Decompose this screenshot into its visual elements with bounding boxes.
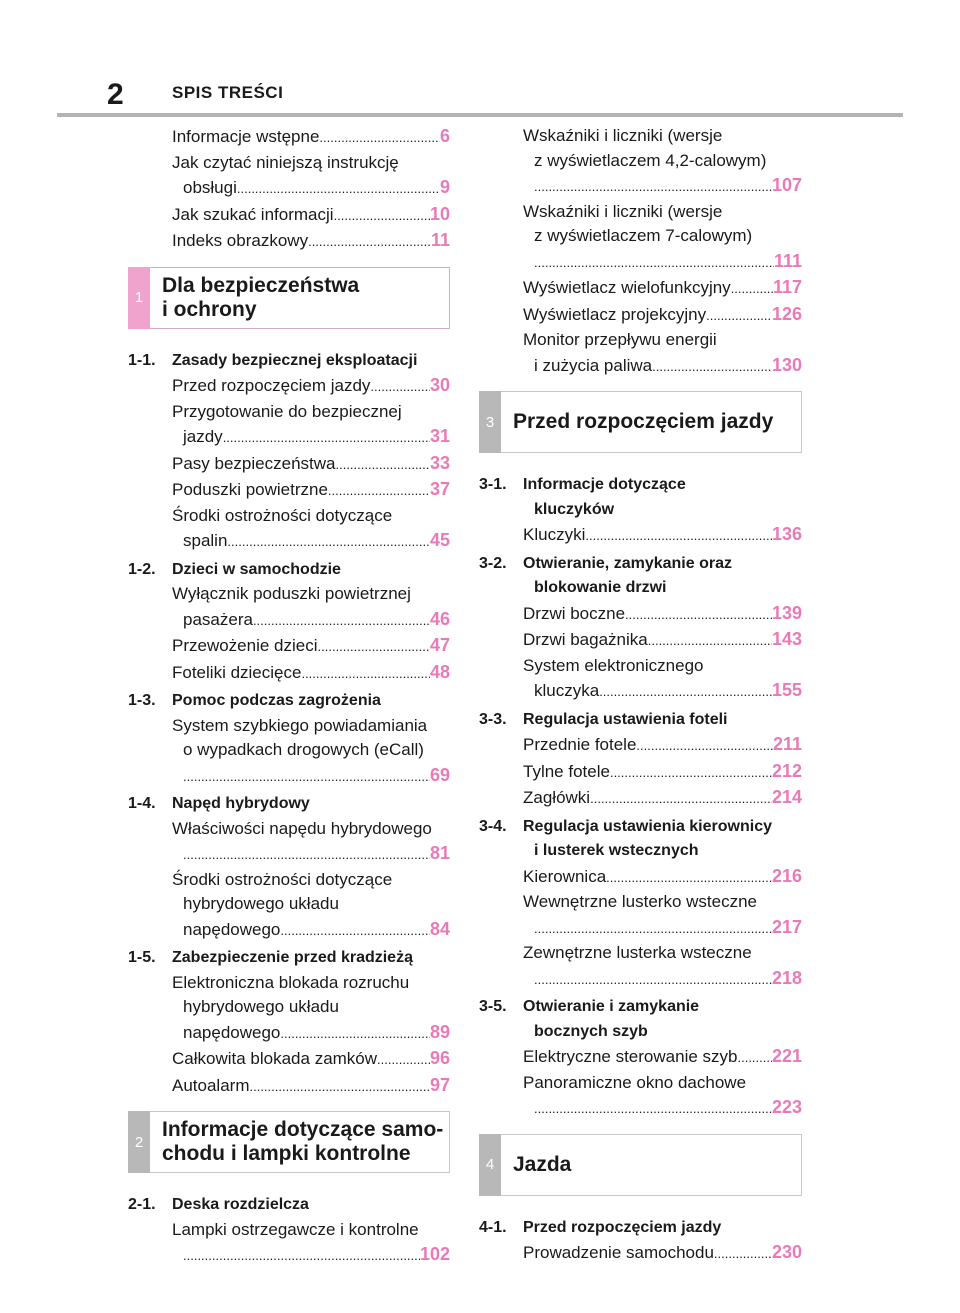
- toc-entry-text: Elektroniczna blokada rozruchu: [172, 972, 410, 992]
- chapter-title-line: Dla bezpieczeństwa: [162, 273, 360, 297]
- toc-entry-row: [523, 785, 802, 812]
- page-ref[interactable]: 81: [429, 843, 450, 863]
- page-ref[interactable]: 96: [429, 1048, 450, 1068]
- dot-leader: [534, 251, 774, 276]
- page-ref[interactable]: 48: [429, 661, 450, 682]
- toc-entry[interactable]: [479, 1071, 802, 1122]
- toc-entry-text: Przednie fotele: [523, 735, 637, 754]
- toc-entry-row: [523, 1240, 802, 1267]
- chapter-title[interactable]: [513, 392, 797, 452]
- toc-entry[interactable]: [128, 714, 450, 790]
- dot-leader: [610, 761, 772, 786]
- toc-entry[interactable]: [128, 451, 450, 478]
- toc-entry[interactable]: [128, 151, 450, 202]
- toc-entry-row: [172, 841, 450, 868]
- page-number: 2: [107, 78, 124, 111]
- dot-leader: [714, 1242, 772, 1267]
- toc-entry-row: [523, 302, 802, 329]
- dot-leader: [328, 479, 430, 504]
- toc-entry-row: [523, 275, 802, 302]
- toc-entry-text: kluczyka: [534, 681, 600, 700]
- toc-entry-text: o wypadkach drogowych (eCall): [183, 740, 424, 759]
- toc-entry[interactable]: [479, 522, 802, 549]
- toc-entry-row: [523, 522, 802, 549]
- toc-entry-row: [172, 1046, 450, 1073]
- dot-leader: [534, 1097, 772, 1122]
- toc-entry-row: [523, 353, 802, 380]
- toc-entry-text: Tylne fotele: [523, 761, 610, 781]
- dot-leader: [731, 277, 773, 302]
- page-ref[interactable]: 155: [771, 680, 802, 700]
- chapter-box-3: [479, 391, 802, 453]
- page-ref[interactable]: 126: [771, 303, 802, 324]
- toc-entry-text: Przed rozpoczęciem jazdy: [172, 376, 371, 395]
- toc-entry-row: [172, 451, 450, 478]
- subsection-title-line: Regulacja ustawienia kierownicy: [523, 817, 772, 835]
- subsection-title: [523, 552, 732, 601]
- toc-entry[interactable]: [479, 654, 802, 705]
- subsection-heading: [479, 473, 802, 522]
- toc-entry-row: [523, 759, 802, 786]
- subsection-title: [523, 708, 728, 733]
- toc-entry[interactable]: [479, 275, 802, 302]
- chapter-tab: 1: [128, 267, 150, 329]
- toc-entry-text: Foteliki dziecięce: [172, 662, 302, 682]
- toc-entry[interactable]: [128, 582, 450, 633]
- toc-entry-text: Wyświetlacz projekcyjny: [523, 304, 707, 324]
- toc-entry-row: [172, 202, 450, 229]
- page-ref[interactable]: 216: [771, 865, 802, 886]
- toc-entry-row: [523, 1044, 802, 1071]
- toc-entry[interactable]: [128, 373, 450, 400]
- dot-leader: [335, 453, 429, 478]
- toc-entry-text: Całkowita blokada zamków: [172, 1049, 378, 1068]
- page-ref[interactable]: 223: [771, 1097, 802, 1117]
- toc-entry-row: [172, 124, 450, 151]
- subsection-heading: [128, 946, 450, 971]
- chapter-title-text: [513, 410, 773, 434]
- subsection-title-line: Otwieranie i zamykanie: [523, 998, 700, 1015]
- toc-entry-text: Środki ostrożności dotyczące: [172, 505, 393, 525]
- toc-entry[interactable]: [128, 660, 450, 687]
- toc-entry[interactable]: [128, 477, 450, 504]
- chapter-title-line: Jazda: [513, 1152, 572, 1176]
- subsection-title-line: Otwieranie, zamykanie oraz: [523, 554, 732, 572]
- chapter-title-line: i ochrony: [162, 297, 257, 321]
- toc-entry-row: [523, 915, 802, 942]
- chapter-title-text: [513, 1153, 571, 1177]
- toc-left-column: [128, 124, 450, 1269]
- page-ref[interactable]: 9: [439, 177, 450, 197]
- dot-leader: [280, 919, 430, 944]
- chapter-title[interactable]: [162, 268, 445, 328]
- chapter-title-line: chodu i lampki kontrolne: [162, 1142, 411, 1165]
- toc-entry-text: Przewożenie dzieci: [172, 636, 318, 655]
- page-ref[interactable]: 69: [429, 764, 450, 785]
- toc-entry[interactable]: [128, 202, 450, 229]
- dot-leader: [590, 787, 772, 812]
- page-ref[interactable]: 211: [772, 734, 802, 754]
- toc-entry-text: Kierownica: [523, 866, 607, 886]
- subsection-title: [172, 558, 341, 583]
- toc-entry-text: Autoalarm: [172, 1075, 250, 1095]
- toc-entry-text: Lampki ostrzegawcze i kontrolne: [172, 1219, 419, 1239]
- chapter-tab: 2: [128, 1111, 150, 1173]
- subsection-title-line: blokowanie drzwi: [534, 579, 667, 596]
- toc-entry[interactable]: [128, 868, 450, 944]
- dot-leader: [377, 1048, 430, 1073]
- dot-leader: [706, 304, 772, 329]
- toc-entry-text: Panoramiczne okno dachowe: [523, 1072, 747, 1092]
- subsection-title-line: Zabezpieczenie przed kradzieżą: [172, 949, 413, 966]
- toc-entry-text: Monitor przepływu energii: [523, 330, 717, 349]
- subsection-heading: [128, 1193, 450, 1218]
- dot-leader: [737, 1046, 771, 1071]
- page-ref[interactable]: 33: [429, 452, 450, 473]
- toc-entry[interactable]: [128, 971, 450, 1047]
- toc-entry-text: Kluczyki: [523, 525, 586, 544]
- subsection-title-line: Dzieci w samochodzie: [172, 560, 341, 578]
- page-ref[interactable]: 45: [429, 530, 450, 550]
- subsection-number: 1-1.: [128, 351, 156, 369]
- dot-leader: [280, 1022, 430, 1047]
- toc-entry-text: z wyświetlaczem 4,2-calowym): [534, 150, 767, 170]
- page-ref[interactable]: 111: [773, 250, 802, 271]
- dot-leader: [237, 177, 440, 202]
- toc-entry-text: Wewnętrzne lusterko wsteczne: [523, 892, 758, 911]
- subsection-number: 2-1.: [128, 1196, 156, 1213]
- subsection-number: 3-5.: [479, 998, 507, 1015]
- subsection-title-line: kluczyków: [534, 500, 615, 518]
- page-ref[interactable]: 37: [429, 479, 450, 499]
- subsection-heading: [479, 995, 802, 1044]
- page-ref[interactable]: 11: [430, 230, 450, 250]
- chapter-box-1: [128, 267, 450, 329]
- toc-entry-text: Wyłącznik poduszki powietrznej: [172, 584, 411, 603]
- toc-entry[interactable]: [128, 1073, 450, 1100]
- subsection-number: 3-2.: [479, 554, 507, 572]
- dot-leader: [534, 917, 772, 942]
- toc-entry-row: [172, 1073, 450, 1100]
- toc-entry[interactable]: [479, 200, 802, 276]
- toc-entry-text: napędowego: [183, 919, 281, 939]
- toc-entry[interactable]: [479, 890, 802, 941]
- toc-entry-text: Wskaźniki i liczniki (wersje: [523, 126, 723, 145]
- subsection-heading: [128, 689, 450, 714]
- dot-leader: [606, 866, 772, 891]
- toc-entry-row: [172, 607, 450, 634]
- toc-entry[interactable]: [128, 400, 450, 451]
- toc-entry-row: [172, 1242, 450, 1269]
- page-ref[interactable]: 102: [419, 1244, 450, 1264]
- dot-leader: [599, 680, 772, 705]
- subsection-title: [523, 815, 772, 864]
- subsection-title: [172, 689, 381, 714]
- subsection-number: 1-5.: [128, 949, 156, 966]
- toc-entry-text: z wyświetlaczem 7-calowym): [534, 226, 753, 245]
- page-ref[interactable]: 6: [439, 126, 450, 146]
- toc-entry-text: Wyświetlacz wielofunkcyjny: [523, 278, 731, 297]
- dot-leader: [652, 355, 772, 380]
- toc-entry[interactable]: [128, 1046, 450, 1073]
- page-ref[interactable]: 221: [771, 1046, 802, 1066]
- subsection-heading: [128, 558, 450, 583]
- dot-leader: [223, 426, 430, 451]
- dot-leader: [585, 524, 772, 549]
- page-ref[interactable]: 218: [771, 967, 802, 988]
- toc-entry[interactable]: [128, 817, 450, 868]
- subsection-number: 3-3.: [479, 710, 507, 728]
- toc-entry-text: napędowego: [183, 1022, 281, 1042]
- toc-entry[interactable]: [479, 124, 802, 200]
- subsection-number: 4-1.: [479, 1218, 507, 1236]
- dot-leader: [183, 843, 430, 868]
- chapter-title-line: Informacje dotyczące samo-: [162, 1118, 444, 1141]
- dot-leader: [249, 1075, 429, 1100]
- subsection-title-line: Pomoc podczas zagrożenia: [172, 692, 381, 709]
- dot-leader: [318, 635, 430, 660]
- toc-entry-text: Drzwi bagażnika: [523, 630, 648, 649]
- subsection-number: 1-2.: [128, 560, 156, 578]
- toc-entry-row: [523, 249, 802, 276]
- page-ref[interactable]: 10: [429, 203, 450, 224]
- toc-entry-row: [172, 917, 450, 944]
- toc-entry-text: System elektronicznego: [523, 655, 704, 675]
- toc-entry[interactable]: [479, 328, 802, 379]
- toc-entry[interactable]: [479, 759, 802, 786]
- toc-entry-text: Indeks obrazkowy: [172, 231, 309, 250]
- subsection-title: [523, 995, 699, 1044]
- chapter-title[interactable]: [162, 1112, 445, 1172]
- toc-entry[interactable]: [128, 633, 450, 660]
- page-ref[interactable]: 107: [771, 175, 802, 195]
- subsection-number: 1-4.: [128, 795, 156, 812]
- dot-leader: [253, 609, 430, 634]
- toc-entry[interactable]: [479, 785, 802, 812]
- subsection-title-line: Deska rozdzielcza: [172, 1196, 309, 1213]
- toc-entry-text: Drzwi boczne: [523, 603, 626, 623]
- page-ref[interactable]: 212: [771, 760, 802, 781]
- dot-leader: [636, 734, 773, 759]
- subsection-title-line: Napęd hybrydowy: [172, 795, 310, 812]
- toc-entry-row: [523, 173, 802, 200]
- page-ref[interactable]: 30: [429, 375, 450, 395]
- toc-entry-text: Jak szukać informacji: [172, 204, 334, 224]
- dot-leader: [648, 629, 772, 654]
- chapter-tab: 3: [479, 391, 501, 453]
- subsection-heading: [479, 1216, 802, 1241]
- subsection-title-line: Informacje dotyczące: [523, 476, 686, 493]
- chapter-tab: 4: [479, 1134, 501, 1196]
- toc-right-column: [479, 124, 802, 1267]
- toc-entry[interactable]: [479, 864, 802, 891]
- dot-leader: [334, 204, 430, 229]
- toc-entry-text: Elektryczne sterowanie szyb: [523, 1047, 738, 1066]
- toc-entry-row: [523, 732, 802, 759]
- dot-leader: [370, 375, 430, 400]
- toc-entry[interactable]: [479, 1240, 802, 1267]
- subsection-title-line: i lusterek wstecznych: [534, 842, 699, 859]
- subsection-heading: [128, 349, 450, 374]
- subsection-number: 3-4.: [479, 817, 507, 835]
- toc-entry[interactable]: [479, 941, 802, 992]
- toc-entry[interactable]: [479, 627, 802, 654]
- toc-entry-row: [172, 373, 450, 400]
- page-ref[interactable]: 136: [771, 524, 802, 544]
- toc-entry-text: Zagłówki: [523, 788, 591, 807]
- toc-entry-text: Zewnętrzne lusterka wsteczne: [523, 943, 752, 962]
- dot-leader: [625, 603, 772, 628]
- toc-entry-text: Właściwości napędu hybrydowego: [172, 818, 432, 838]
- dot-leader: [534, 968, 772, 993]
- toc-entry-text: jazdy: [183, 427, 223, 446]
- toc-entry-row: [172, 633, 450, 660]
- subsection-title: [172, 946, 413, 971]
- page-ref[interactable]: 217: [771, 916, 802, 937]
- page-ref[interactable]: 130: [771, 354, 802, 375]
- dot-leader: [183, 1244, 420, 1269]
- toc-entry-row: [172, 424, 450, 451]
- dot-leader: [534, 175, 772, 200]
- toc-entry-row: [172, 763, 450, 790]
- toc-entry-row: [523, 864, 802, 891]
- dot-leader: [183, 765, 430, 790]
- toc-entry-text: obsługi: [183, 178, 237, 197]
- toc-entry[interactable]: [128, 124, 450, 151]
- subsection-title-line: Przed rozpoczęciem jazdy: [523, 1218, 722, 1236]
- header-rule: [57, 113, 903, 117]
- section-title: SPIS TREŚCI: [172, 83, 284, 102]
- page-ref[interactable]: 47: [429, 635, 450, 655]
- toc-entry-row: [172, 528, 450, 555]
- subsection-title-line: bocznych szyb: [534, 1022, 648, 1040]
- toc-entry-row: [523, 678, 802, 705]
- toc-entry-row: [172, 1020, 450, 1047]
- subsection-heading: [128, 792, 450, 817]
- toc-entry[interactable]: [128, 228, 450, 255]
- toc-entry[interactable]: [479, 732, 802, 759]
- subsection-title: [523, 473, 686, 522]
- toc-entry-row: [172, 228, 450, 255]
- toc-entry-row: [523, 627, 802, 654]
- subsection-heading: [479, 552, 802, 601]
- chapter-box-4: [479, 1134, 802, 1196]
- chapter-box-2: [128, 1111, 450, 1173]
- subsection-title: [172, 792, 310, 817]
- page-ref[interactable]: 89: [429, 1021, 450, 1042]
- page-ref[interactable]: 97: [429, 1074, 450, 1095]
- toc-entry[interactable]: [479, 601, 802, 628]
- subsection-title: [172, 1193, 309, 1218]
- toc-entry-row: [172, 660, 450, 687]
- toc-entry-row: [523, 966, 802, 993]
- dot-leader: [319, 126, 440, 151]
- toc-entry-text: hybrydowego układu: [183, 894, 339, 913]
- page-ref[interactable]: 46: [429, 608, 450, 629]
- toc-entry[interactable]: [479, 1044, 802, 1071]
- toc-entry-text: System szybkiego powiadamiania: [172, 715, 428, 735]
- dot-leader: [308, 230, 431, 255]
- page-ref[interactable]: 230: [771, 1242, 802, 1262]
- toc-entry-text: Przygotowanie do bezpiecznej: [172, 401, 402, 421]
- toc-entry[interactable]: [128, 1218, 450, 1269]
- toc-entry-row: [172, 477, 450, 504]
- chapter-title-text: [162, 1118, 443, 1166]
- toc-entry-text: hybrydowego układu: [183, 997, 339, 1016]
- toc-entry[interactable]: [128, 504, 450, 555]
- chapter-title-line: Przed rozpoczęciem jazdy: [513, 410, 774, 433]
- toc-entry-row: [172, 175, 450, 202]
- toc-entry-text: Jak czytać niniejszą instrukcję: [172, 152, 399, 172]
- subsection-number: 1-3.: [128, 692, 156, 709]
- chapter-title-text: [162, 274, 359, 322]
- page-ref[interactable]: 31: [429, 426, 450, 446]
- toc-entry-text: Poduszki powietrzne: [172, 480, 328, 499]
- page-ref[interactable]: 117: [772, 277, 802, 297]
- subsection-title-line: Regulacja ustawienia foteli: [523, 710, 728, 728]
- page-ref[interactable]: 214: [771, 787, 802, 807]
- page-ref[interactable]: 139: [771, 602, 802, 623]
- toc-entry-row: [523, 1095, 802, 1122]
- page-ref[interactable]: 143: [771, 629, 802, 649]
- subsection-title-line: Zasady bezpiecznej eksploatacji: [172, 351, 418, 369]
- toc-entry-text: Pasy bezpieczeństwa: [172, 453, 336, 473]
- toc-entry-text: Wskaźniki i liczniki (wersje: [523, 201, 723, 221]
- toc-entry-row: [523, 601, 802, 628]
- subsection-heading: [479, 708, 802, 733]
- toc-entry-text: Prowadzenie samochodu: [523, 1243, 714, 1262]
- dot-leader: [301, 662, 430, 687]
- subsection-title: [523, 1216, 721, 1241]
- page-ref[interactable]: 84: [429, 918, 450, 939]
- subsection-title: [172, 349, 417, 374]
- toc-entry-text: Środki ostrożności dotyczące: [172, 869, 393, 889]
- subsection-number: 3-1.: [479, 476, 507, 493]
- toc-entry-text: i zużycia paliwa: [534, 355, 653, 375]
- toc-entry-text: spalin: [183, 531, 228, 550]
- chapter-title[interactable]: [513, 1135, 797, 1195]
- dot-leader: [227, 530, 430, 555]
- toc-entry-text: Informacje wstępne: [172, 127, 320, 146]
- toc-entry[interactable]: [479, 302, 802, 329]
- toc-entry-text: pasażera: [183, 609, 253, 629]
- subsection-heading: [479, 815, 802, 864]
